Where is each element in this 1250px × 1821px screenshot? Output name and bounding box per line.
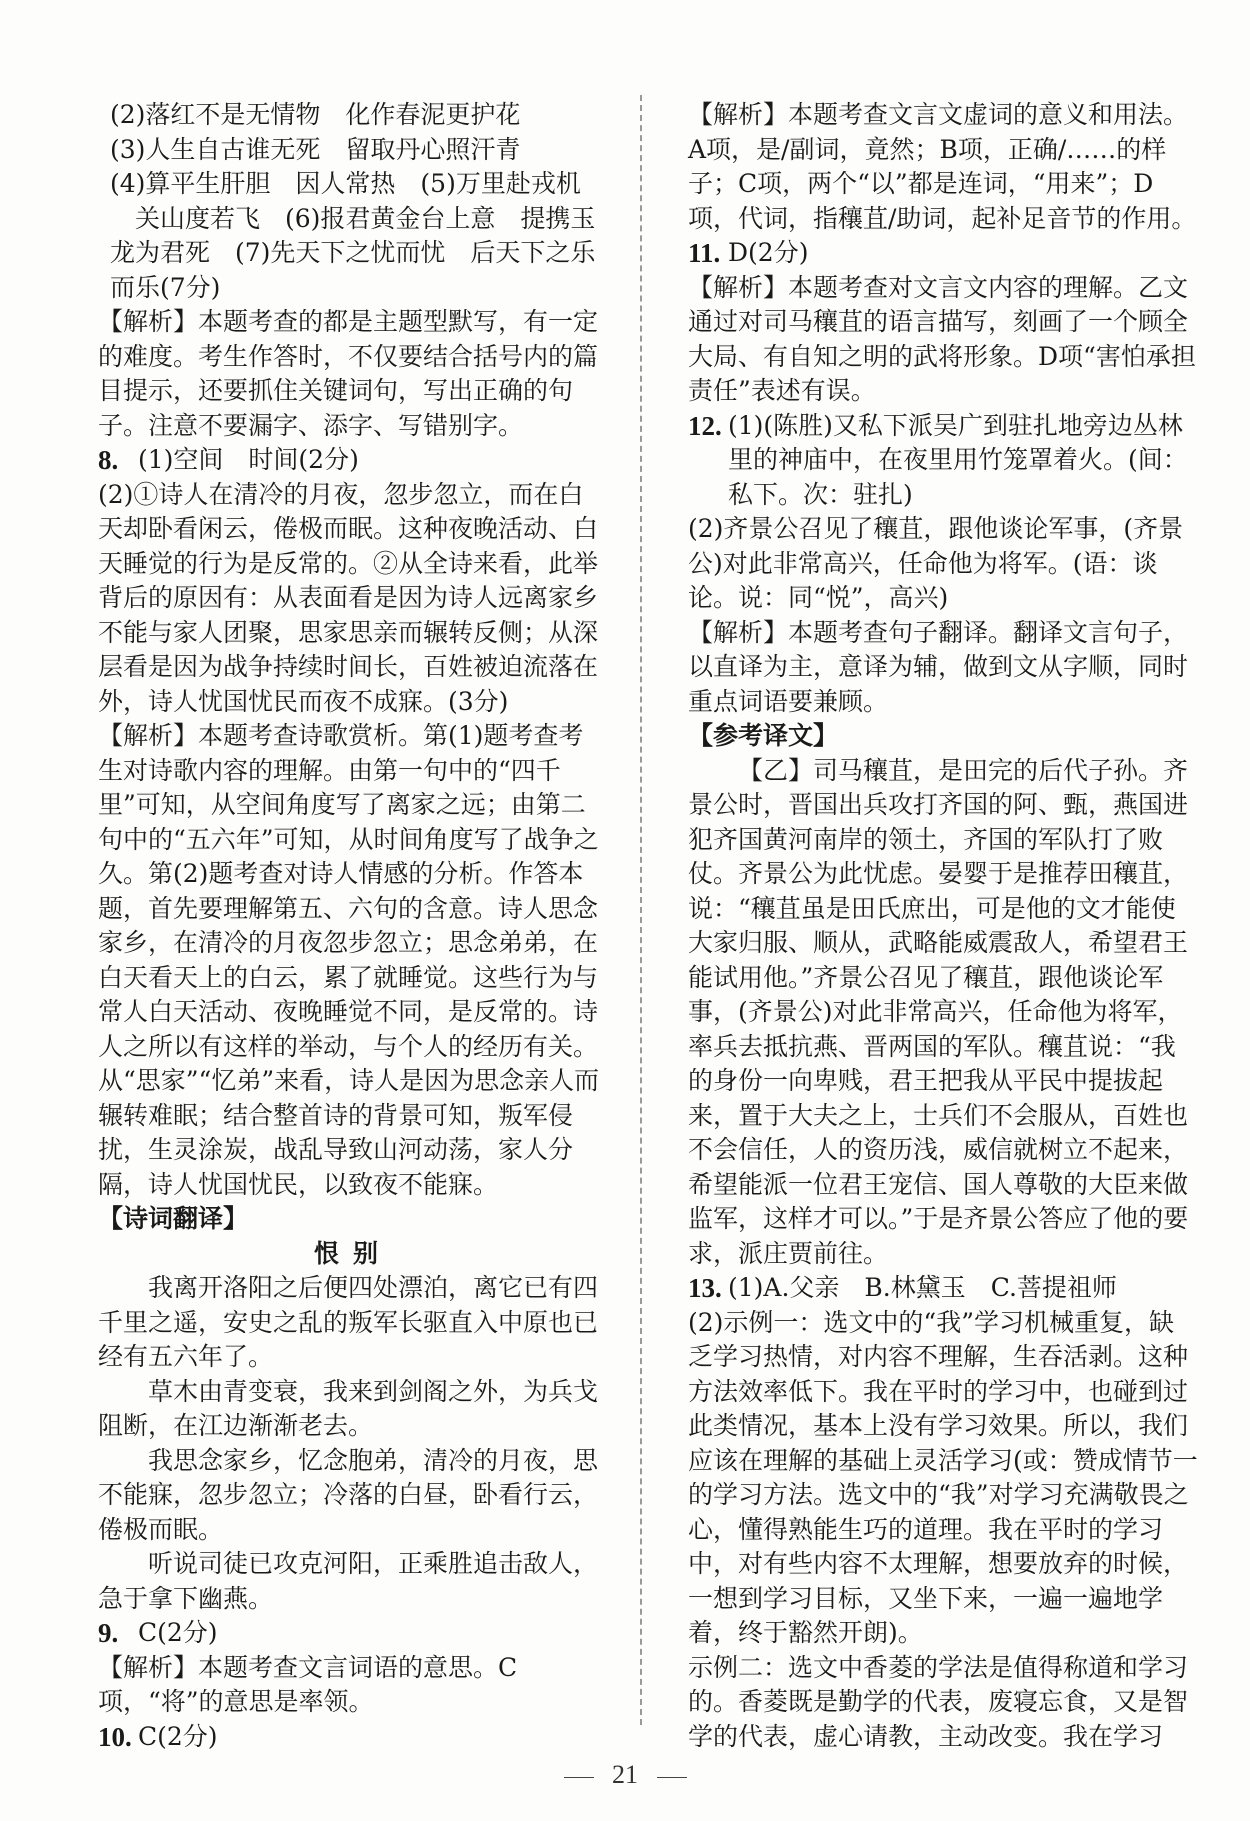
question-9 — [98, 1616, 608, 1651]
page-number: 21 — [612, 1760, 638, 1789]
question-number: 13. — [688, 1273, 722, 1303]
reference-translation: 【乙】司马穰苴，是田完的后代子孙。齐景公时，晋国出兵攻打齐国的阿、甄，燕国进犯齐国黄河南岸的领土，齐国的军队打了败仗。齐景公为此忧虑。晏婴于是推荐田穰苴，说：“穰苴虽是田氏庶出，可是他的文才能使大家归服、顺从，武略能威震敌人，希望君王能试用他。”齐景公召见了穰苴，跟他谈论军事，(齐景公)对此非常高兴，任命他为将军，率兵去抵抗燕、晋两国的军队。穰苴说：“我的身份一向卑贱，君王把我从平民中提拔起来，置于大夫之上，士兵们不会服从，百姓也不会信任，人的资历浅，威信就树立不起来，希望能派一位君王宠信、国人尊敬的大臣来做监军，这样才可以。”于是齐景公答应了他的要求，派庄贾前往。 — [688, 755, 1189, 1268]
recitation-line: 龙为君死 (7)先天下之忧而忧 后天下之乐 — [110, 238, 596, 267]
answer-9: C(2分) — [138, 1618, 218, 1647]
recitation-line: 而乐(7分) — [110, 272, 221, 302]
question-10 — [98, 1720, 608, 1755]
footer-dash-left — [564, 1777, 594, 1778]
left-column — [98, 98, 608, 1754]
answer-13-1: (1)A.父亲 B.林黛玉 C.菩提祖师 — [728, 1273, 1117, 1302]
translation-paragraph: 听说司徒已攻克河阳，正乘胜追击敌人，急于拿下幽燕。 — [98, 1549, 599, 1613]
footer-dash-right — [657, 1777, 687, 1778]
question-number: 12. — [688, 410, 722, 441]
recitation-line: (2)落红不是无情物 化作春泥更护花 — [110, 100, 521, 129]
question-number: 9. — [98, 1618, 119, 1648]
translation-paragraph: 草木由青变衰，我来到剑阁之外，为兵戈阻断，在江边渐渐老去。 — [98, 1376, 599, 1440]
question-13 — [688, 1271, 1198, 1306]
analysis-9: 【解析】本题考查文言词语的意思。C项，“将”的意思是率领。 — [98, 1652, 518, 1716]
right-column — [688, 98, 1198, 1754]
answer-13-2: (2)示例一：选文中的“我”学习机械重复，缺乏学习热情，对内容不理解，生吞活剥。这种方法效率低下。我在平时的学习中，也碰到过此类情况，基本上没有学习效果。所以，我们应该在理解的基础上灵活学习(或：赞成情节一的学习方法。选文中的“我”对学习充满敬畏之心，懂得熟能生巧的道理。我在平时的学习中，对有些内容不太理解，想要放弃的时候，一想到学习目标，又坐下来，一遍一遍地学着，终于豁然开朗)。 — [688, 1307, 1198, 1647]
recitation-line: (3)人生自古谁无死 留取丹心照汗青 — [110, 134, 521, 164]
answer-10: C(2分) — [138, 1721, 218, 1751]
answer-12-1: (1)(陈胜)又私下派吴广到驻扎地旁边丛林里的神庙中，在夜里用竹笼罩着火。(间：私下。次：驻扎) — [728, 410, 1188, 509]
answer-8-1: (1)空间 时间(2分) — [138, 445, 359, 474]
column-divider — [640, 95, 642, 1725]
answer-12-2: (2)齐景公召见了穰苴，跟他谈论军事，(齐景公)对此非常高兴，任命他为将军。(语：谈论。说：同“悦”，高兴) — [688, 514, 1184, 612]
recitation-line: 关山度若飞 (6)报君黄金台上意 提携玉 — [110, 203, 596, 233]
question-number: 8. — [98, 445, 119, 475]
reference-translation-tag: 【参考译文】 — [688, 721, 839, 750]
question-12 — [688, 409, 1198, 513]
recitation-line: (4)算平生肝胆 因人常热 (5)万里赴戎机 — [110, 169, 581, 198]
analysis-11: 【解析】本题考查对文言文内容的理解。乙文通过对司马穰苴的语言描写，刻画了一个顾全大局、有自知之明的武将形象。D项“害怕承担责任”表述有误。 — [688, 272, 1196, 405]
answer-8-2: (2)①诗人在清冷的月夜，忽步忽立，而在白天却卧看闲云，倦极而眠。这种夜晚活动、白天睡觉的行为是反常的。②从全诗来看，此举背后的原因有：从表面看是因为诗人远离家乡不能与家人团聚，思家思亲而辗转反侧；从深层看是因为战争持续时间长，百姓被迫流落在外，诗人忧国忧民而夜不成寐。(3分) — [98, 479, 599, 716]
poem-title: 恨别 — [313, 1238, 392, 1268]
page-footer — [0, 1760, 1250, 1790]
answer-11: D(2分) — [728, 238, 809, 267]
analysis-7: 【解析】本题考查的都是主题型默写，有一定的难度。考生作答时，不仅要结合括号内的篇目提示，还要抓住关键词句，写出正确的句子。注意不要漏字、添字、写错别字。 — [98, 307, 599, 440]
question-number: 10. — [98, 1721, 132, 1752]
answer-13-3: 示例二：选文中香菱的学法是值得称道和学习的。香菱既是勤学的代表，废寝忘食，又是智学的代表，虚心请教，主动改变。我在学习 — [688, 1652, 1189, 1751]
translation-paragraph: 我思念家乡，忆念胞弟，清冷的月夜，思不能寐，忽步忽立；冷落的白昼，卧看行云，倦极而眠。 — [98, 1445, 599, 1544]
question-8 — [98, 443, 608, 478]
translation-paragraph: 我离开洛阳之后便四处漂泊，离它已有四千里之遥，安史之乱的叛军长驱直入中原也已经有五六年了。 — [98, 1273, 599, 1371]
analysis-8: 【解析】本题考查诗歌赏析。第(1)题考查考生对诗歌内容的理解。由第一句中的“四千里”可知，从空间角度写了离家之远；由第二句中的“五六年”可知，从时间角度写了战争之久。第(2)题考查对诗人情感的分析。作答本题，首先要理解第五、六句的含意。诗人思念家乡，在清冷的月夜忽步忽立；思念弟弟，在白天看天上的白云，累了就睡觉。这些行为与常人白天活动、夜晚睡觉不同，是反常的。诗人之所以有这样的举动，与个人的经历有关。从“思家”“忆弟”来看，诗人是因为思念亲人而辗转难眠；结合整首诗的背景可知，叛军侵扰，生灵涂炭，战乱导致山河动荡，家人分隔，诗人忧国忧民，以致夜不能寐。 — [98, 721, 600, 1199]
question-11 — [688, 236, 1198, 271]
analysis-12: 【解析】本题考查句子翻译。翻译文言句子，以直译为主，意译为辅，做到文从字顺，同时重点词语要兼顾。 — [688, 617, 1189, 716]
poem-translation-tag: 【诗词翻译】 — [98, 1204, 249, 1233]
analysis-10: 【解析】本题考查文言文虚词的意义和用法。A项，是/副词，竟然；B项，正确/……的样子；C项，两个“以”都是连词，“用来”；D项，代词，指穰苴/助词，起补足音节的作用。 — [688, 100, 1197, 233]
question-number: 11. — [688, 238, 721, 268]
